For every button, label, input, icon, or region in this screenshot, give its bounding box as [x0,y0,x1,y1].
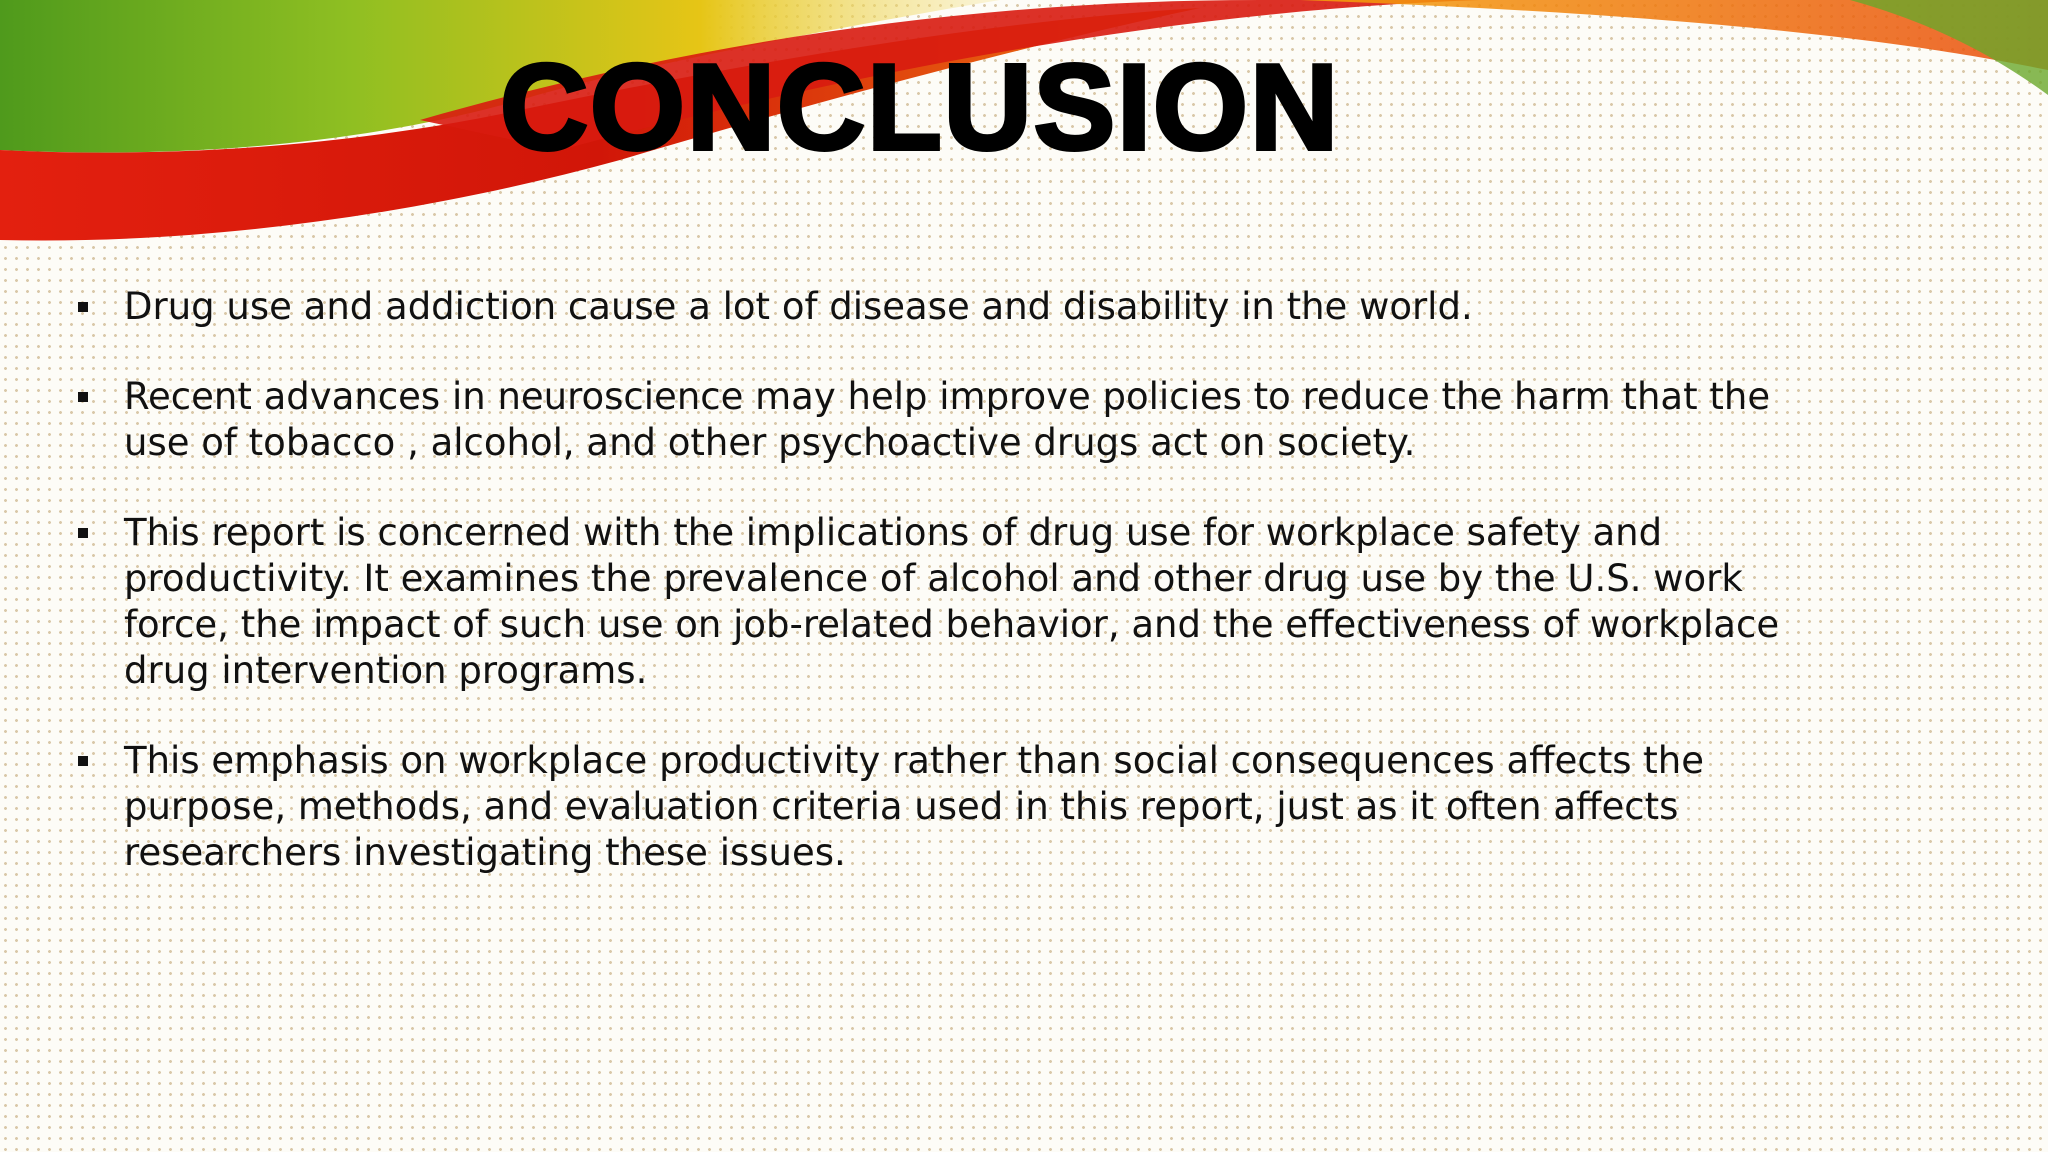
slide-title: CONCLUSION [499,39,1341,175]
bullet-text: Recent advances in neuroscience may help improve policies to reduce the harm that the use of tobacco , alcohol, and other psychoactive drugs act on society. [124,375,1771,464]
bullet-item [78,510,1838,694]
square-bullet-icon [78,302,88,312]
bullet-item [78,284,1838,330]
bullet-text: This report is concerned with the implications of drug use for workplace safety and productivity. It examines the prevalence of alcohol and other drug use by the U.S. work force, the impact of such use on job-related behavior, and the effectiveness of workplace drug intervention programs. [124,511,1780,692]
square-bullet-icon [78,756,88,766]
bullet-text: Drug use and addiction cause a lot of disease and disability in the world. [124,285,1473,328]
bullet-list [78,284,1838,920]
bullet-text: This emphasis on workplace productivity rather than social consequences affects the purpose, methods, and evaluation criteria used in this report, just as it often affects researchers investigating these issues. [124,739,1704,874]
square-bullet-icon [78,392,88,402]
square-bullet-icon [78,528,88,538]
bullet-item [78,374,1838,466]
bullet-item [78,738,1838,876]
